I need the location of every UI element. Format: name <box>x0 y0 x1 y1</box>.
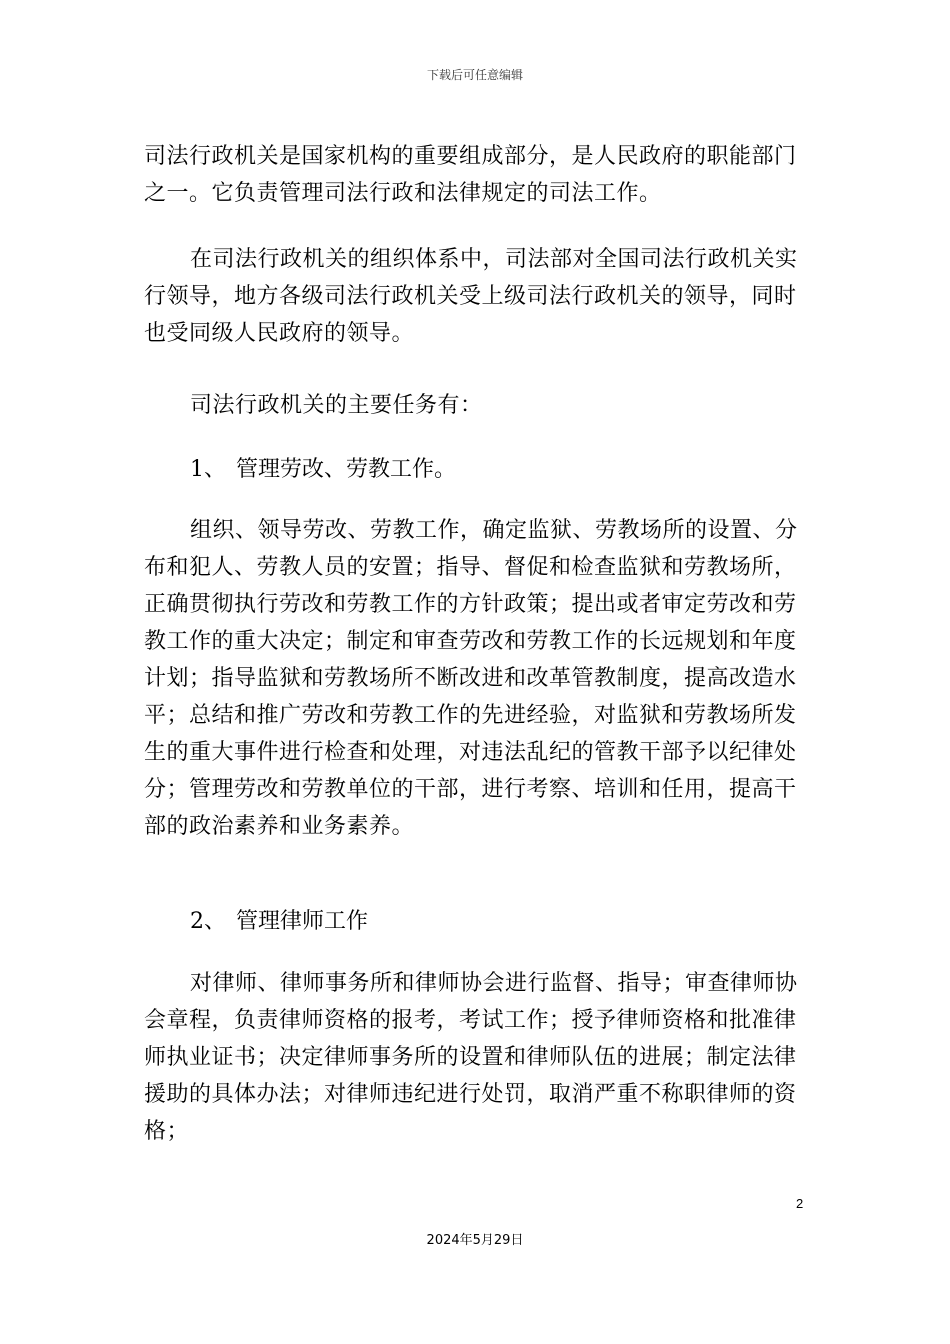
footer-date: 2024年5月29日 <box>426 1233 524 1248</box>
header-note: 下载后可任意编辑 <box>426 68 523 82</box>
paragraph-labor-reform: 组织、领导劳改、劳教工作，确定监狱、劳教场所的设置、分布和犯人、劳教人员的安置；指导、督促和检查监狱和劳教场所，正确贯彻执行劳改和劳教工作的方针政策；提出或者审定劳改和劳教工作的重大决定；制定和审查劳改和劳教工作的长远规划和年度计划；指导监狱和劳教场所不断改进和改革管教制度，提高改造水平；总结和推广劳改和劳教工作的先进经验，对监狱和劳教场所发生的重大事件进行检查和处理，对违法乱纪的管教干部予以纪律处分；管理劳改和劳教单位的干部，进行考察、培训和任用，提高干部的政治素养和业务素养。 <box>144 518 798 839</box>
paragraph-lawyer-work: 对律师、律师事务所和律师协会进行监督、指导；审查律师协会章程，负责律师资格的报考，考试工作；授予律师资格和批准律师执业证书；决定律师事务所的设置和律师队伍的进展；制定法律援助的具体办法；对律师违纪进行处罚，取消严重不称职律师的资格； <box>144 971 798 1144</box>
paragraph-intro: 司法行政机关是国家机构的重要组成部分，是人民政府的职能部门之一。它负责管理司法行政和法律规定的司法工作。 <box>144 144 797 206</box>
page-number: 2 <box>796 1196 804 1211</box>
paragraph-organization: 在司法行政机关的组织体系中，司法部对全国司法行政机关实行领导，地方各级司法行政机关受上级司法行政机关的领导，同时也受同级人民政府的领导。 <box>144 247 798 346</box>
list-item-2-number: 2、 <box>190 909 226 934</box>
list-item-1 <box>190 451 456 488</box>
list-item-2 <box>190 903 368 940</box>
list-item-2-title: 管理律师工作 <box>236 909 369 934</box>
paragraph-tasks-heading: 司法行政机关的主要任务有： <box>190 393 483 418</box>
list-item-1-number: 1、 <box>190 457 226 482</box>
list-item-1-title: 管理劳改、劳教工作。 <box>236 457 457 482</box>
